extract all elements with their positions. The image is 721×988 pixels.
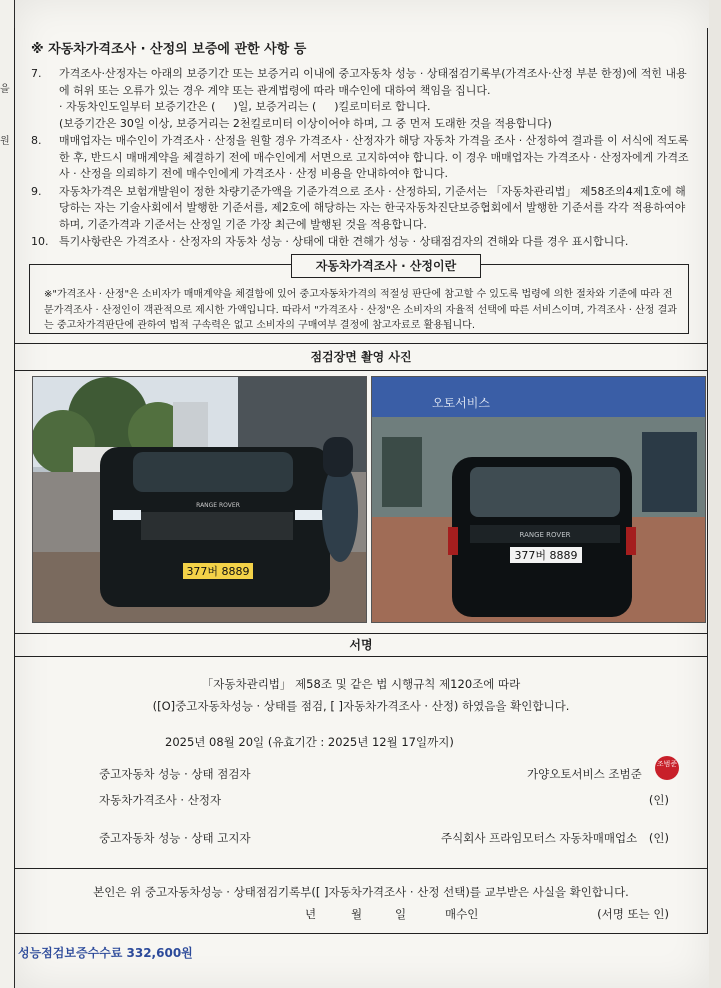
signature-section: [14, 634, 708, 934]
date-day: 일: [395, 907, 407, 921]
signer-label: 자동차가격조사 · 산정자: [99, 793, 222, 807]
receipt-confirmation: 본인은 위 중고자동차성능 · 상태점검기록부([ ]자동차가격조사 · 산정 선택)를 교부받은 사실을 확인합니다.: [93, 885, 629, 899]
list-item: [31, 234, 691, 251]
date-month: 월: [351, 907, 363, 921]
sign-mark: (서명 또는 인): [597, 907, 669, 921]
list-item: [31, 133, 691, 183]
check-confirmation: ([O]중고자동차성능 · 상태를 점검, [ ]자동차가격조사 · 산정) 하였음을 확인합니다.: [152, 699, 570, 713]
notice-text: ※"가격조사 · 산정"은 소비자가 매매계약을 체결함에 있어 중고자동차가격의 적절성 판단에 참고할 수 있도록 법령에 의한 절차와 기준에 따라 전문가격조사 · 산정인이 객관적으로 제시한 가액입니다. 따라서 "가격조사 · 산정"은 소비자의 자율적 선택에 따른 서비스이며, 가격조사 · 산정 결과는 중고차가격판단에 관하여 법적 구속력은 없고 소비자의 구매여부 결정에 참고자료로 활용됩니다.: [44, 289, 677, 331]
item-number: 8.: [31, 134, 42, 147]
date-year: 년: [305, 907, 317, 921]
item-number: 10.: [31, 235, 49, 248]
shop-sign: 오토서비스: [432, 396, 490, 410]
law-reference: 「자동차관리법」 제58조 및 같은 법 시행규칙 제120조에 따라: [201, 677, 521, 691]
signer-label: 중고자동차 성능 · 상태 고지자: [99, 831, 251, 845]
item-number: 7.: [31, 67, 42, 80]
list-item: [31, 66, 691, 132]
item-text: (보증기간은 30일 이상, 보증거리는 2천킬로미터 이상이어야 하며, 그 중 먼저 도래한 것을 적용합니다): [59, 116, 552, 130]
section-title: 서명: [15, 634, 707, 657]
item-text: · 자동차인도일부터 보증기간은 (: [59, 100, 216, 113]
item-text: )킬로미터로 합니다.: [334, 100, 431, 113]
item-text: 특기사항란은 가격조사 · 산정자의 자동차 성능 · 상태에 대한 견해가 성능 · 상태점검자의 견해와 다를 경우 표시합니다.: [59, 235, 629, 248]
inspection-photo-rear: [371, 376, 706, 623]
section-title: 점검장면 촬영 사진: [15, 344, 707, 371]
margin-mark: 을: [0, 84, 10, 95]
red-seal: 조범준: [655, 756, 679, 780]
signer-value: 주식회사 프라임모터스 자동차매매업소: [441, 831, 638, 845]
item-text: 자동차가격은 보험개발원이 정한 차량기준가액을 기준가격으로 조사 · 산정하되, 기준서는 「자동차관리법」 제58조의4제1호에 해당하는 자는 기술사회에서 발행한 기준서를, 제2호에 해당하는 자는 한국자동차진단보증협회에서 발행한 기준서를 각각 적용하여야 하며, 기준가격과 기준서는 산정일 기준 가장 최근에 발행된 것을 적용합니다.: [59, 184, 686, 231]
inspection-photo-front: [32, 376, 367, 623]
warranty-items-list: [31, 66, 691, 252]
item-number: 9.: [31, 184, 42, 198]
item-text: 매매업자는 매수인이 가격조사 · 산정을 원할 경우 가격조사 · 산정자가 해당 자동차 가격을 조사 · 산정하여 결과를 이 서식에 적도록 한 후, 반드시 매매계약을 체결하기 전에 매수인에게 서면으로 고지하여야 합니다. 이 경우 매매업자는 가격조사 · 산정자에게 가격조사 · 산정을 의뢰하기 전에 매수인에게 가격조사 · 산정 비용을 안내하여야 합니다.: [59, 134, 689, 180]
divider: [15, 868, 707, 869]
item-text: )일, 보증거리는 (: [233, 100, 317, 113]
list-item: [31, 184, 691, 234]
signer-label: 중고자동차 성능 · 상태 점검자: [99, 767, 251, 781]
item-text: 가격조사·산정자는 아래의 보증기간 또는 보증거리 이내에 중고자동차 성능 · 상태점검기록부(가격조사·산정 부분 한정)에 적힌 내용에 허위 또는 오류가 있는 경우 계약 또는 관계법령에 따라 매수인에 대하여 책임을 집니다.: [59, 67, 687, 97]
signer-value: 가양오토서비스 조범준: [527, 767, 642, 781]
photos-section: [14, 344, 708, 634]
margin-mark: 원: [0, 136, 10, 147]
seal-mark: (인): [648, 793, 669, 807]
seal-mark: (인): [648, 831, 669, 845]
section-title: ※ 자동차가격조사 · 산정의 보증에 관한 사항 등: [31, 42, 307, 57]
license-plate: 377버 8889: [186, 565, 250, 578]
notice-subtitle: 자동차가격조사 · 산정이란: [291, 254, 481, 278]
vehicle-badge: RANGE ROVER: [519, 531, 571, 539]
buyer-label: 매수인: [445, 907, 479, 921]
vehicle-badge: RANGE ROVER: [196, 502, 240, 509]
license-plate: 377버 8889: [514, 549, 578, 562]
warranty-fee: 성능점검보증수수료 332,600원: [18, 946, 193, 960]
left-margin-strip: [0, 0, 14, 988]
inspection-date: 2025년 08월 20일 (유효기간 : 2025년 12월 17일까지): [165, 735, 454, 749]
warranty-section: [14, 28, 708, 344]
